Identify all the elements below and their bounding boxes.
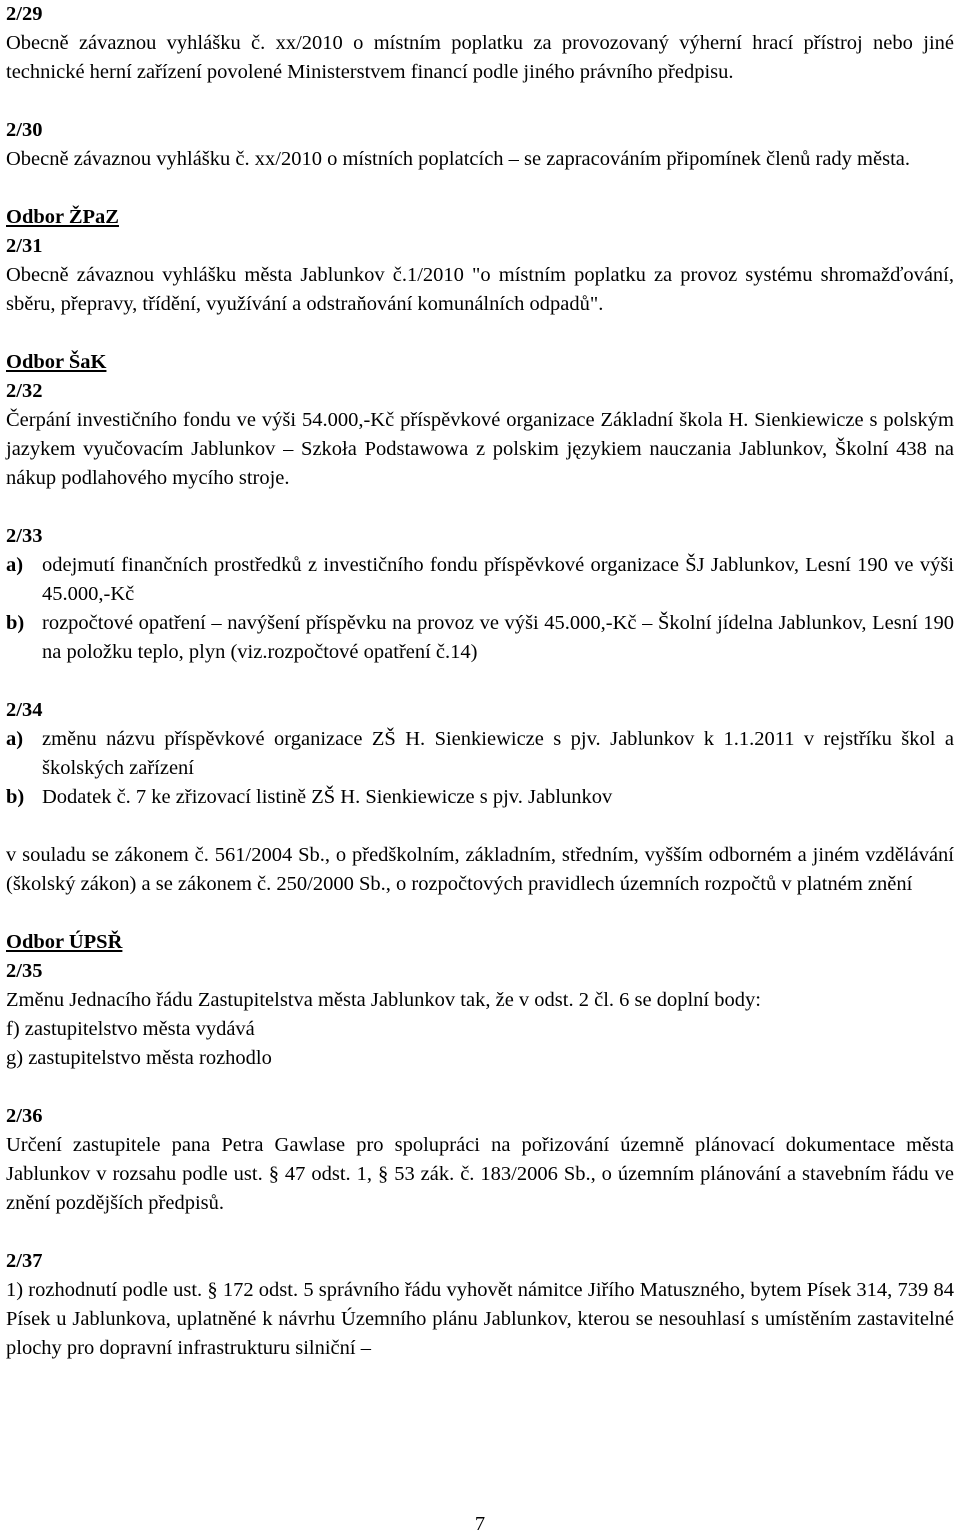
list-item-text: změnu názvu příspěvkové organizace ZŠ H. Sienkiewicze s pjv. Jablunkov k 1.1.2011 v rejstříku škol a školských zařízení	[42, 728, 954, 779]
list-item-text: rozpočtové opatření – navýšení příspěvku na provoz ve výši 45.000,-Kč – Školní jídelna Jablunkov, Lesní 190 na položku teplo, plyn (viz.rozpočtové opatření č.14)	[42, 612, 954, 663]
resolution-list	[6, 725, 954, 812]
resolution-number: 2/34	[6, 699, 43, 721]
resolution-point: g) zastupitelstvo města rozhodlo	[6, 1047, 272, 1069]
resolution-number: 2/32	[6, 380, 43, 402]
resolution-text: Obecně závaznou vyhlášku č. xx/2010 o místních poplatcích – se zapracováním připomínek členů rady města.	[6, 148, 910, 170]
section-2-29	[6, 0, 954, 87]
resolution-number: 2/37	[6, 1250, 43, 1272]
resolution-number: 2/29	[6, 3, 43, 25]
document-page	[6, 0, 954, 1359]
section-2-36	[6, 1102, 954, 1218]
resolution-text: Určení zastupitele pana Petra Gawlase pro spolupráci na pořizování územně plánovací dokumentace města Jablunkov v rozsahu podle ust. § 47 odst. 1, § 53 zák. č. 183/2006 Sb., o územním plánování a stavebním řádu ve znění pozdějších předpisů.	[6, 1134, 954, 1214]
resolution-number: 2/36	[6, 1105, 43, 1127]
resolution-text: Obecně závaznou vyhlášku č. xx/2010 o místním poplatku za provozovaný výherní hrací přístroj nebo jiné technické herní zařízení povolené Ministerstvem financí podle jiného právního předpisu.	[6, 32, 954, 83]
resolution-text: Čerpání investičního fondu ve výši 54.000,-Kč příspěvkové organizace Základní škola H. Sienkiewicze s polským jazykem vyučovacím Jablunkov – Szkoła Podstawowa z polskim językiem nauczania Jablunkov, Školní 438 na nákup podlahového mycího stroje.	[6, 409, 954, 489]
section-2-32	[6, 348, 954, 493]
list-item	[6, 609, 954, 667]
resolution-point: f) zastupitelstvo města vydává	[6, 1018, 255, 1040]
legal-basis-note: v souladu se zákonem č. 561/2004 Sb., o předškolním, základním, středním, vyšším odborném a jiném vzdělávání (školský zákon) a se zákonem č. 250/2000 Sb., o rozpočtových pravidlech územních rozpočtů v platném znění	[6, 844, 954, 895]
list-item-label: b)	[6, 612, 25, 634]
list-item-text: Dodatek č. 7 ke zřizovací listině ZŠ H. Sienkiewicze s pjv. Jablunkov	[42, 786, 613, 808]
list-item	[6, 783, 954, 812]
resolution-text: 1) rozhodnutí podle ust. § 172 odst. 5 správního řádu vyhovět námitce Jiřího Matuszného, bytem Písek 314, 739 84 Písek u Jablunkova, uplatněné k návrhu Územního plánu Jablunkov, kterou se nesouhlasí s umístěním zastavitelné plochy pro dopravní infrastrukturu silniční –	[6, 1279, 954, 1359]
resolution-number: 2/31	[6, 235, 43, 257]
resolution-text: Změnu Jednacího řádu Zastupitelstva města Jablunkov tak, že v odst. 2 čl. 6 se doplní body:	[6, 989, 761, 1011]
page-number: 7	[474, 1513, 486, 1535]
department-heading: Odbor ŠaK	[6, 351, 107, 373]
section-2-35	[6, 928, 954, 1073]
section-2-30	[6, 116, 954, 174]
resolution-list	[6, 551, 954, 667]
resolution-text: Obecně závaznou vyhlášku města Jablunkov č.1/2010 "o místním poplatku za provoz systému shromažďování, sběru, přepravy, třídění, využívání a odstraňování komunálních odpadů".	[6, 264, 954, 315]
list-item-label: a)	[6, 728, 24, 750]
list-item-label: b)	[6, 786, 25, 808]
section-2-33	[6, 522, 954, 667]
department-heading: Odbor ÚPSŘ	[6, 931, 123, 953]
list-item-label: a)	[6, 554, 24, 576]
resolution-number: 2/30	[6, 119, 43, 141]
section-2-34	[6, 696, 954, 899]
department-heading: Odbor ŽPaZ	[6, 206, 119, 228]
section-2-31	[6, 203, 954, 319]
resolution-number: 2/35	[6, 960, 43, 982]
list-item	[6, 551, 954, 609]
resolution-number: 2/33	[6, 525, 43, 547]
section-2-37	[6, 1247, 954, 1363]
list-item	[6, 725, 954, 783]
list-item-text: odejmutí finančních prostředků z investičního fondu příspěvkové organizace ŠJ Jablunkov, Lesní 190 ve výši 45.000,-Kč	[42, 554, 954, 605]
